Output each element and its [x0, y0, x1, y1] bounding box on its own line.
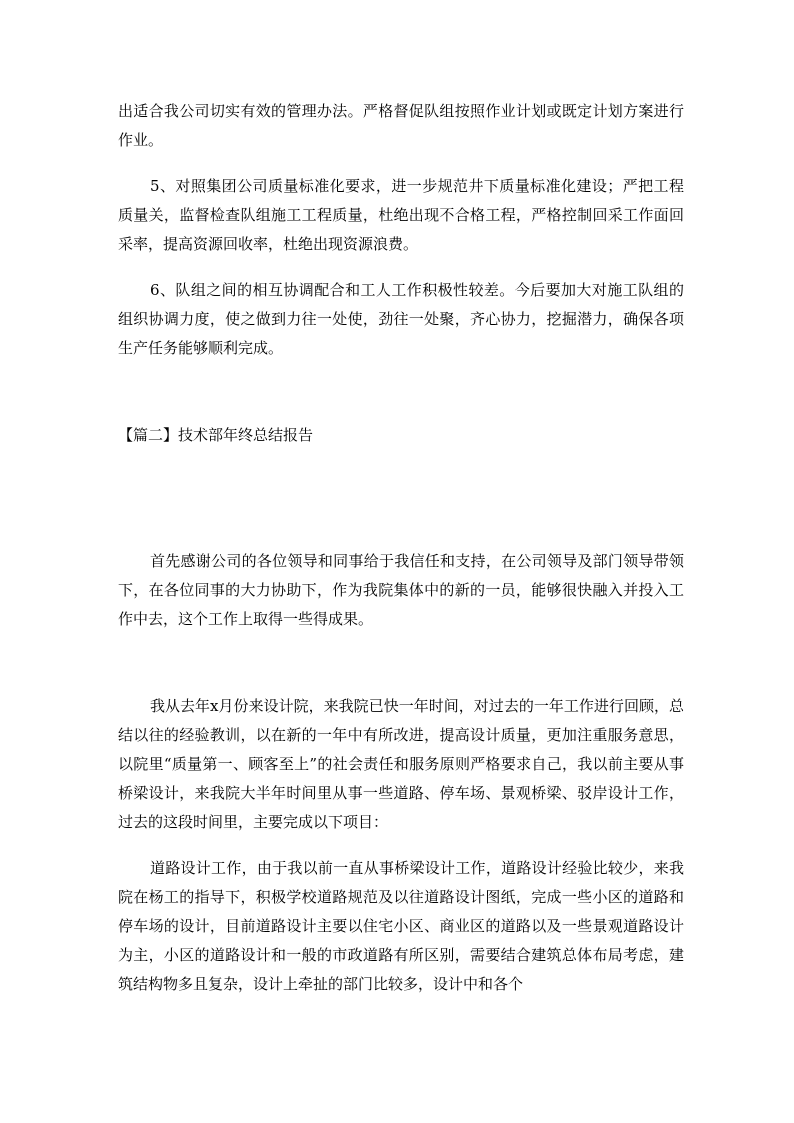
paragraph-management-method: 出适合我公司切实有效的管理办法。严格督促队组按照作业计划或既定计划方案进行作业。: [118, 102, 684, 149]
paragraph-work-review: 我从去年x月份来设计院，来我院已快一年时间，对过去的一年工作进行回顾，总结以往的经验教训，以在新的一年中有所改进，提高设计质量，更加注重服务意思，以院里“质量第一、顾客至上”的社会责任和服务原则严格要求自己，我以前主要从事桥梁设计，来我院大半年时间里从事一些道路、停车场、景观桥梁、驳岸设计工作，过去的这段时间里，主要完成以下项目：: [118, 697, 684, 831]
paragraph-item-5-quality: 5、对照集团公司质量标准化要求，进一步规范井下质量标准化建设；严把工程质量关，监督检查队组施工工程质量，杜绝出现不合格工程，严格控制回采工作面回采率，提高资源回收率，杜绝出现资源浪费。: [118, 177, 684, 253]
section-heading: 【篇二】技术部年终总结报告: [118, 426, 314, 444]
paragraph-road-design: 道路设计工作，由于我以前一直从事桥梁设计工作，道路设计经验比较少，来我院在杨工的指导下，积极学校道路规范及以往道路设计图纸，完成一些小区的道路和停车场的设计，目前道路设计主要以住宅小区、商业区的道路以及一些景观道路设计为主，小区的道路设计和一般的市政道路有所区别，需要结合建筑总体布局考虑，建筑结构物多且复杂，设计上牵扯的部门比较多，设计中和各个: [118, 859, 684, 993]
paragraph-thanks: 首先感谢公司的各位领导和同事给于我信任和支持，在公司领导及部门领导带领下，在各位同事的大力协助下，作为我院集体中的新的一员，能够很快融入并投入工作中去，这个工作上取得一些得成果。: [118, 552, 684, 628]
paragraph-item-6-coordination: 6、队组之间的相互协调配合和工人工作积极性较差。今后要加大对施工队组的组织协调力度，使之做到力往一处使，劲往一处聚，齐心协力，挖掘潜力，确保各项生产任务能够顺利完成。: [118, 281, 684, 357]
